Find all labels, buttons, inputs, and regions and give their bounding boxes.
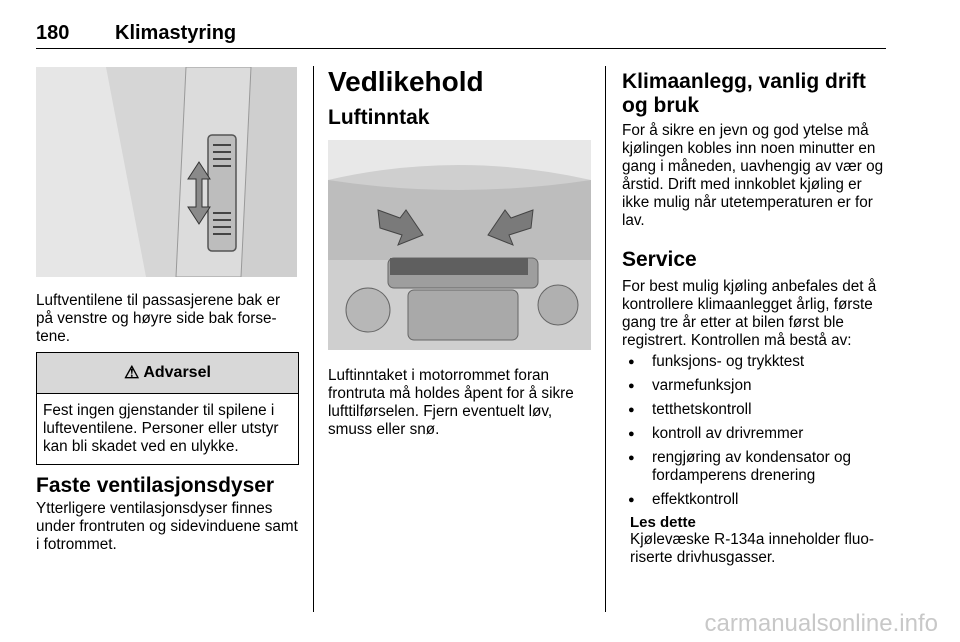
page-header <box>36 22 886 50</box>
list-item: ● kontroll av drivremmer <box>622 425 888 443</box>
page-title: Klimastyring <box>115 22 237 44</box>
list-item: ● rengjøring av kondensator og fordamperens drenering <box>622 449 888 485</box>
list-item: ● effektkontroll <box>622 491 888 509</box>
warning-title: Advarsel <box>143 364 211 381</box>
warning-box <box>36 352 299 465</box>
air-intake-heading: Luftinntak <box>328 106 430 129</box>
warning-header <box>37 353 298 394</box>
ac-heading: Klimaanlegg, vanlig drift og bruk <box>622 70 866 117</box>
service-text: For best mulig kjøling anbefales det å kontrollere klimaanlegget årlig, første gang tre år etter at bilen først ble registrert. Kontrollen må bestå av: <box>622 278 877 349</box>
air-intake-caption: Luftinntaket i motorrommet foran frontruta må holdes åpent for å sikre lufttilførselen. Fjern eventuelt løv, smuss eller snø. <box>328 367 574 438</box>
list-item: ● tetthetskontroll <box>622 401 888 419</box>
fixed-vents-text: Ytterligere ventilasjonsdyser finnes under frontruten og sidevinduene samt i fotrommet. <box>36 500 298 553</box>
warning-body: Fest ingen gjenstander til spilene i lufteventilene. Personer eller utstyr kan bli skadet ved en ulykke. <box>43 402 279 455</box>
maintenance-heading: Vedlikehold <box>328 66 484 97</box>
warning-icon: ⚠ <box>124 363 140 382</box>
service-checklist <box>622 353 888 515</box>
note-heading: Les dette <box>630 514 696 531</box>
vent-illustration <box>36 67 297 277</box>
list-item: ● funksjons- og trykktest <box>622 353 888 371</box>
list-item: ● varmefunksjon <box>622 377 888 395</box>
ac-intro: For å sikre en jevn og god ytelse må kjølingen kobles inn noen minutter en gang i måneden, uavhengig av vær og årstid. Drift med innkoblet kjøling er ikke mulig når utetemperaturen er for lav. <box>622 122 884 229</box>
vent-caption: Luftventilene til passasjerene bak er på venstre og høyre side bak forse- tene. <box>36 292 281 345</box>
service-heading: Service <box>622 248 697 271</box>
engine-illustration <box>328 140 591 350</box>
fixed-vents-heading: Faste ventilasjonsdyser <box>36 474 275 497</box>
column-divider <box>313 66 314 612</box>
header-rule <box>36 48 886 49</box>
watermark: carmanualsonline.info <box>704 610 938 637</box>
vent-figure <box>36 67 297 277</box>
page-number: 180 <box>36 22 70 44</box>
column-divider <box>605 66 606 612</box>
engine-figure <box>328 140 591 350</box>
note-text: Kjølevæske R-134a inneholder fluo- riserte drivhusgasser. <box>630 531 875 566</box>
